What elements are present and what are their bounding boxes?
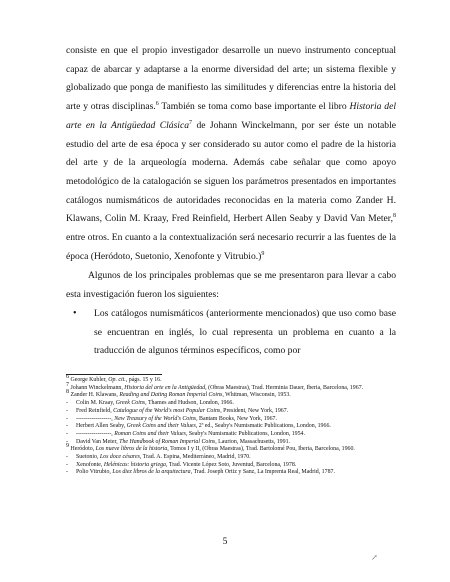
paragraph-1 — [66, 42, 396, 266]
footnote-text: , Trad. Joseph Ortiz y Sanz, La Imprenta Real, Madrid, 1787. — [190, 469, 335, 476]
footnote-title: Historia del arte en la Antigüedad — [124, 384, 206, 391]
footnotes — [66, 374, 398, 477]
footnote-number: 6 — [66, 374, 69, 381]
footnote-text: Xenofonte, — [76, 461, 104, 468]
footnote-title: Helénicas: historia griega — [103, 461, 166, 468]
footnote-text: , Seaby's Numismatic Publications, London, 1954. — [185, 430, 305, 437]
paragraph-1-part-2: También se toma como base importante el libro — [158, 101, 350, 113]
footnote-text: , President, New York, 1967. — [220, 407, 289, 414]
footnote-9 — [66, 443, 398, 454]
footnote-text: , (Obras Maestras), Trad. Herminia Dauer, Iberia, Barcelona, 1967. — [205, 384, 364, 391]
footnote-8-item — [66, 416, 398, 424]
paragraph-2: Algunos de los principales problemas que se me presentaron para llevar a cabo esta investigación fueron los siguientes: — [66, 270, 396, 301]
footnote-number: 7 — [66, 381, 69, 388]
dash-marker: - — [66, 415, 68, 422]
footnote-title: Catalogue of the World's most Popular Coins — [113, 407, 221, 414]
footnote-text: , 2ª ed., Seaby's Numismatic Publications, London, 1966. — [195, 423, 331, 430]
footnote-number: 9 — [66, 443, 69, 450]
footnote-title: Roman Coins and their Values — [114, 430, 186, 437]
footnote-8-item — [66, 408, 398, 416]
footnote-title: Greek Coins — [115, 400, 146, 407]
footnote-text: Heródoto, — [69, 446, 96, 453]
footnote-title: The Handbook of Roman Imperial Coins — [119, 438, 216, 445]
footnote-8 — [66, 389, 398, 400]
dash-marker: - — [66, 438, 68, 445]
footnote-text: Herbert Allen Seaby, — [76, 423, 127, 430]
list-item — [66, 305, 396, 361]
dash-marker: - — [66, 454, 68, 461]
book-title: Historia del arte en la Antigüedad Clásica — [66, 101, 397, 131]
footnote-text: Suetonio, — [76, 454, 100, 461]
page-number: 5 — [222, 537, 228, 547]
dash-marker: - — [66, 461, 68, 468]
footnote-ref-8[interactable]: 8 — [393, 213, 396, 220]
bullet-icon: • — [73, 307, 77, 319]
footnote-9-item — [66, 454, 398, 462]
footnote-text: David Van Meter, — [76, 438, 120, 445]
footnote-text: George Kubler, — [69, 377, 109, 383]
problem-list — [66, 305, 396, 361]
footnote-text: , Bantam Books, New York, 1967. — [196, 415, 277, 422]
footnote-title: Los doce césares — [99, 454, 140, 461]
footnote-title: Los diez libros de la arquitectura — [112, 469, 191, 476]
footnote-8-item — [66, 423, 398, 431]
footnote-title: New Treasury of the World's Coins — [114, 415, 197, 422]
footnote-text: , Laurion, Massachusetts, 1991. — [215, 438, 290, 445]
dash-marker: - — [66, 430, 68, 437]
footnote-text: , Tomos I y II, (Obras Maestras), Trad. Bartolomé Pou, Iberia, Barcelona, 1960. — [167, 446, 355, 453]
footnote-text: Johann Winckelmann, — [69, 384, 125, 391]
footnote-9-item — [66, 469, 398, 477]
footnote-text: Polio Vitrubio, — [76, 469, 113, 476]
footnote-number: 8 — [66, 389, 69, 396]
footnote-8-item — [66, 431, 398, 439]
footnote-9-item — [66, 462, 398, 470]
footnote-ref-6[interactable]: 6 — [155, 100, 159, 107]
footnote-text: Fred Reinfield, — [76, 407, 114, 414]
footnote-separator — [66, 374, 162, 375]
footnote-text: , Thames and Hudson, London, 1966. — [145, 400, 234, 407]
paragraph-1-part-3: de Johann Winckelmann, por ser éste un notable estudio del arte de esa época y ser considerado su autor como el padre de la historia del arte y de la arqueología moderna. Además cabe señalar que como apoyo metodológico de la catalogación se siguen los parámetros presentados en importantes catálogos numismáticos de autoridades reconocidas en la materia como Zander H. Klawans, Colin M. Kraay, Fred Reinfield, Herbert Allen Seaby y David Van Meter, — [66, 119, 396, 225]
body-text — [66, 42, 396, 361]
footnote-text: ------------------, — [76, 415, 115, 422]
footnote-text: , págs. 15 y 16. — [125, 377, 162, 383]
dash-marker: - — [66, 423, 68, 430]
paragraph-1-part-4: entre otros. En cuanto a la contextualización será necesario recurrir a las fuentes de la época (Heródoto, Suetonio, Xenofonte y Vitrubio.) — [66, 232, 396, 262]
corner-mark: ↗ — [371, 553, 378, 562]
list-item-text: Los catálogos numismáticos (anteriormente mencionados) que uso como base se encuentran en inglés, lo cual representa un problema en cuanto a la traducción de algunos términos específicos, como por — [94, 307, 396, 357]
dash-marker: - — [66, 469, 68, 476]
footnote-title: Op. cit. — [108, 377, 126, 383]
footnote-ref-9[interactable]: 9 — [261, 250, 265, 257]
footnote-text: ------------------, — [76, 430, 115, 437]
footnote-ref-7[interactable]: 7 — [189, 119, 193, 126]
footnote-text: , Trad. Vicente López Soto, Juventud, Barcelona, 1978. — [165, 461, 297, 468]
paragraph-1-part-1: consiste en que el propio investigador desarrolle un nuevo instrumento conceptual capaz de abarcar y adaptarse a la enorme diversidad del arte; un sistema flexible y globalizado que ponga de manifiesto las similitudes y diferencias entre la historia del arte y otras disciplinas. — [66, 45, 396, 113]
footnote-6 — [66, 374, 398, 385]
footnote-8-item — [66, 400, 398, 408]
footnote-title: Reading and Dating Roman Imperial Coins — [119, 392, 223, 399]
dash-marker: - — [66, 407, 68, 414]
footnote-title: Greek Coins and their Values — [126, 423, 196, 430]
footnote-text: Colin M. Kraay, — [76, 400, 116, 407]
footnote-text: Zander H. Klawans, — [69, 392, 120, 399]
footnote-text: , Trad. A. Espina, Mediterráneo, Madrid, 1970. — [139, 454, 251, 461]
footnote-text: , Whitman, Wisconsin, 1953. — [222, 392, 291, 399]
dash-marker: - — [66, 400, 68, 407]
footnote-title: Los nueve libros de la historia — [95, 446, 168, 453]
